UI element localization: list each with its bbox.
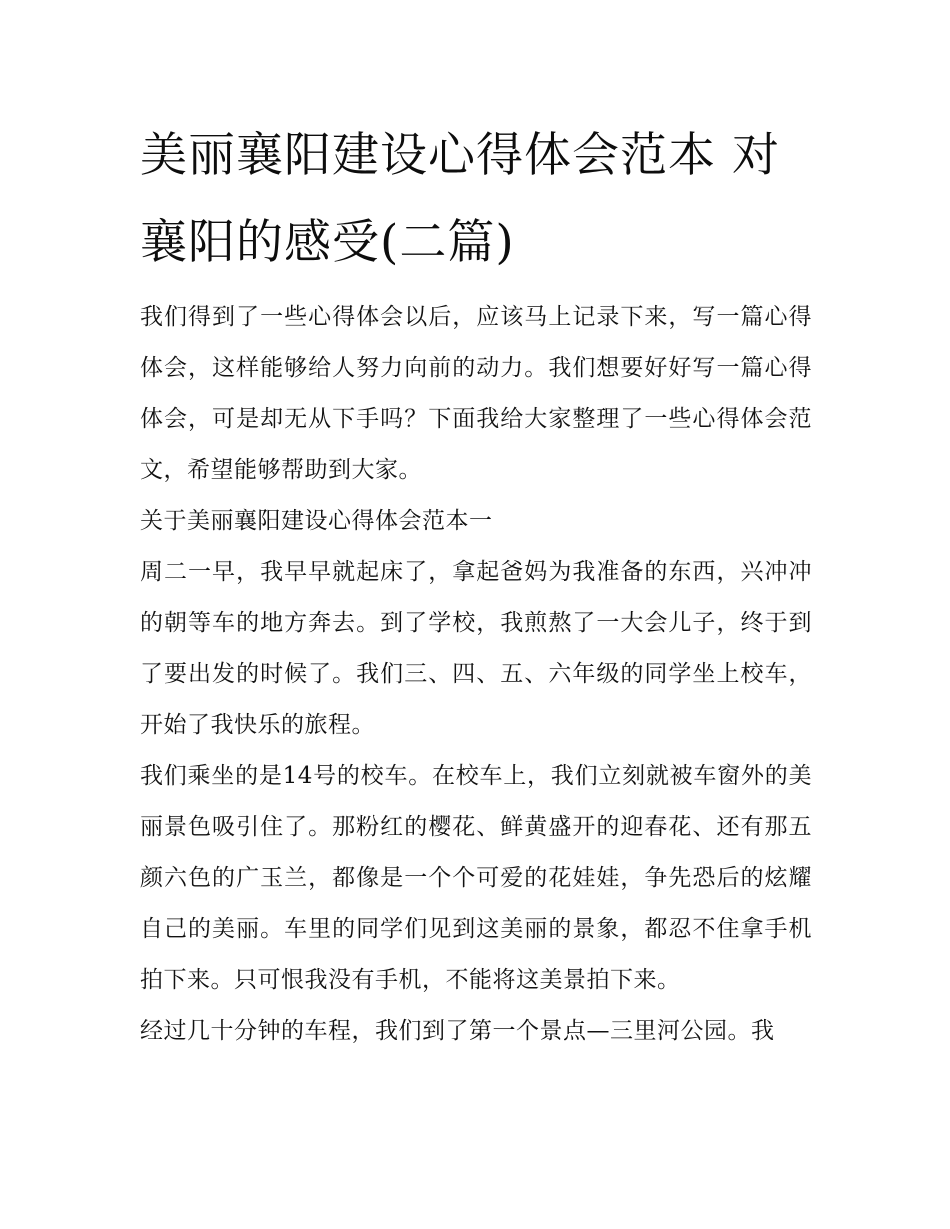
intro-paragraph: 我们得到了一些心得体会以后，应该马上记录下来，写一篇心得体会，这样能够给人努力向前的动力。我们想要好好写一篇心得体会，可是却无从下手吗？下面我给大家整理了一些心得体会范文，希望能够帮助到大家。 [140, 304, 812, 483]
document-page [140, 112, 812, 1057]
document-title: 美丽襄阳建设心得体会范本 对襄阳的感受(二篇) [140, 128, 780, 270]
body-paragraph-2: 我们乘坐的是14号的校车。在校车上，我们立刻就被车窗外的美丽景色吸引住了。那粉红的樱花、鲜黄盛开的迎春花、还有那五颜六色的广玉兰，都像是一个个可爱的花娃娃，争先恐后的炫耀自己的美丽。车里的同学们见到这美丽的景象，都忍不住拿手机拍下来。只可恨我没有手机，不能将这美景拍下来。 [140, 763, 812, 993]
section-heading: 关于美丽襄阳建设心得体会范本一 [140, 508, 493, 534]
body-paragraph-3: 经过几十分钟的车程，我们到了第一个景点—三里河公园。我 [140, 1018, 775, 1044]
body-paragraph-1: 周二一早，我早早就起床了，拿起爸妈为我准备的东西，兴冲冲的朝等车的地方奔去。到了学校，我煎熬了一大会儿子，终于到了要出发的时候了。我们三、四、五、六年级的同学坐上校车，开始了我快乐的旅程。 [140, 559, 812, 738]
